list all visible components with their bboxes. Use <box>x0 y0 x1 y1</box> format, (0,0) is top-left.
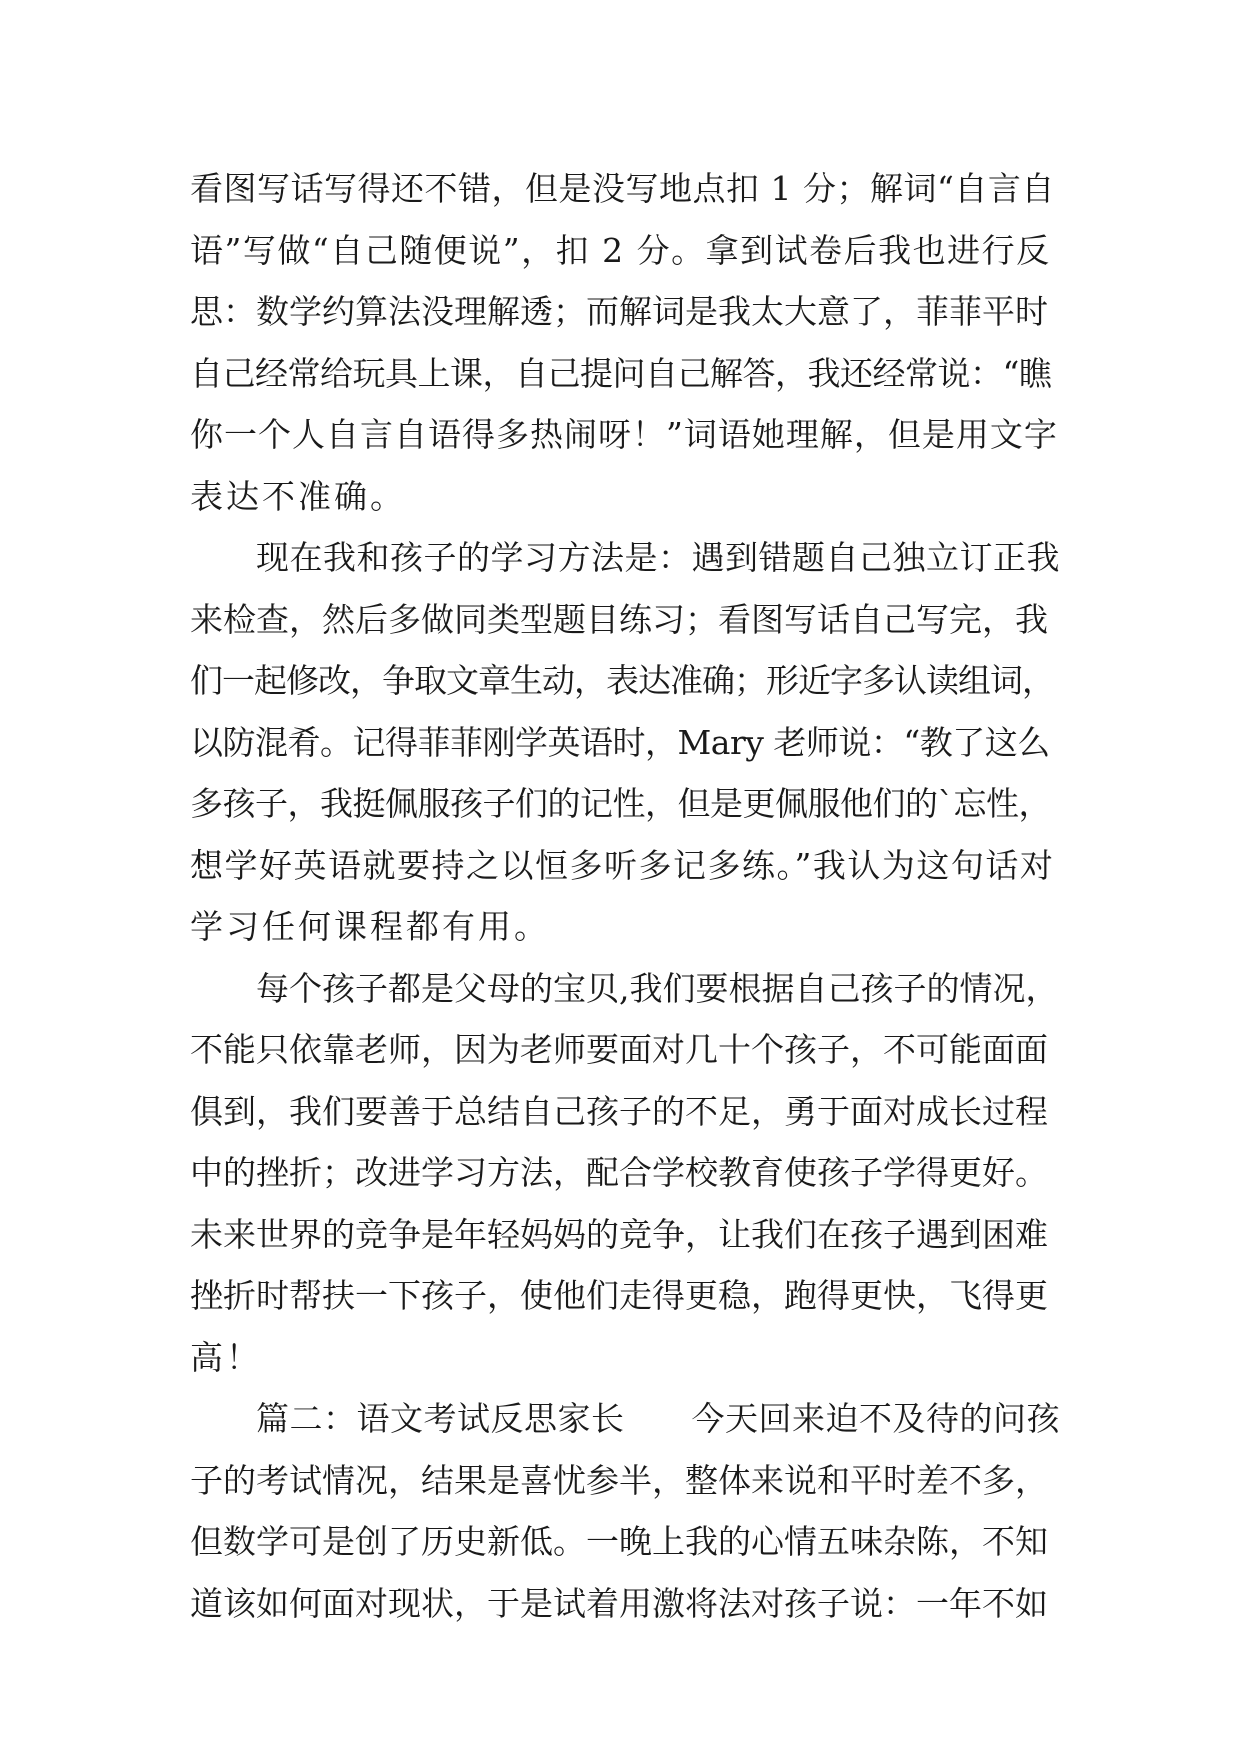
text-line: 语”写做“自己随便说”，扣 2 分。拿到试卷后我也进行反 <box>190 230 1051 270</box>
text-line: 不能只依靠老师，因为老师要面对几十个孩子，不可能面面 <box>190 1030 1048 1069</box>
text-line: 以防混肴。记得菲菲刚学英语时，Mary 老师说：“教了这么 <box>190 722 1050 762</box>
paragraph-3 <box>190 958 1060 1389</box>
paragraph-1 <box>190 158 1060 527</box>
text-line: 学习任何课程都有用。 <box>190 907 550 946</box>
text-line: 高！ <box>190 1337 262 1377</box>
text-line: 但数学可是创了历史新低。一晚上我的心情五味杂陈，不知 <box>190 1522 1048 1561</box>
text-line: 们一起修改，争取文章生动，表达准确；形近字多认读组词， <box>190 661 1054 700</box>
document-body <box>190 158 1060 1634</box>
text-line: 你一个人自言自语得多热闹呀！”词语她理解，但是用文字 <box>190 415 1058 454</box>
text-line: 每个孩子都是父母的宝贝,我们要根据自己孩子的情况， <box>256 968 1059 1008</box>
text-line: 现在我和孩子的学习方法是：遇到错题自己独立订正我 <box>256 538 1060 577</box>
text-line: 表达不准确。 <box>190 476 406 516</box>
text-line: 思：数学约算法没理解透；而解词是我太大意了，菲菲平时 <box>190 292 1048 331</box>
text-line: 挫折时帮扶一下孩子，使他们走得更稳，跑得更快，飞得更 <box>190 1276 1048 1315</box>
text-line: 俱到，我们要善于总结自己孩子的不足，勇于面对成长过程 <box>190 1091 1048 1131</box>
text-line: 道该如何面对现状，于是试着用激将法对孩子说：一年不如 <box>190 1583 1048 1623</box>
text-line: 篇二：语文考试反思家长 今天回来迫不及待的问孩 <box>256 1399 1060 1438</box>
text-line: 未来世界的竞争是年轻妈妈的竞争，让我们在孩子遇到困难 <box>190 1214 1048 1254</box>
text-line: 看图写话写得还不错，但是没写地点扣 1 分；解词“自言自 <box>190 169 1055 208</box>
text-line: 想学好英语就要持之以恒多听多记多练。”我认为这句话对 <box>190 845 1055 885</box>
text-line: 子的考试情况，结果是喜忧参半，整体来说和平时差不多， <box>190 1460 1048 1500</box>
paragraph-4 <box>190 1388 1060 1634</box>
text-line: 自己经常给玩具上课，自己提问自己解答，我还经常说：“瞧 <box>190 353 1052 393</box>
text-line: 多孩子，我挺佩服孩子们的记性，但是更佩服他们的`忘性， <box>190 784 1051 823</box>
paragraph-2 <box>190 527 1060 958</box>
text-line: 来检查，然后多做同类型题目练习；看图写话自己写完，我 <box>190 599 1048 639</box>
text-line: 中的挫折；改进学习方法，配合学校教育使孩子学得更好。 <box>190 1153 1048 1192</box>
